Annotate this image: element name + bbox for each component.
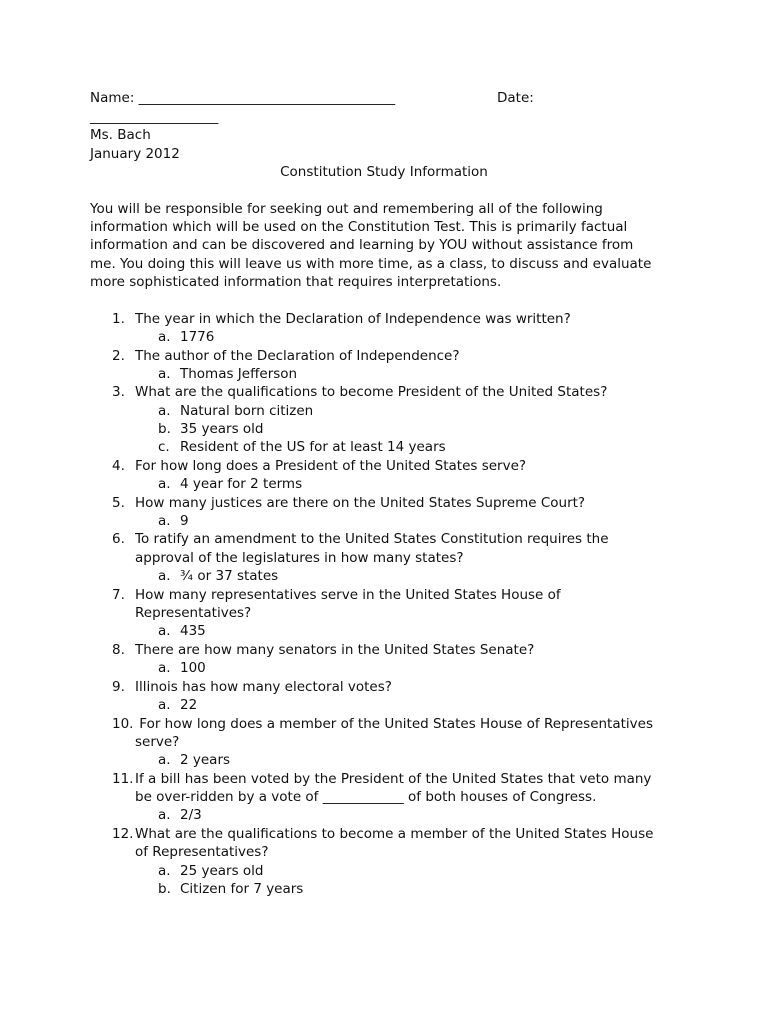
name-field: Name: ______________________________________ [90, 90, 396, 106]
date-field: ___________________ [90, 109, 219, 125]
answer-letter: a. [158, 697, 171, 713]
question-number: 4. [112, 458, 125, 474]
answer-text: 22 [180, 697, 198, 713]
date-label: Date: [497, 90, 534, 106]
question-text: Representatives? [135, 605, 252, 621]
answer-text: 2/3 [180, 807, 202, 823]
answer-letter: a. [158, 366, 171, 382]
answer-letter: a. [158, 863, 171, 879]
answer-letter: c. [158, 439, 170, 455]
intro-line: You will be responsible for seeking out and remembering all of the following [90, 201, 603, 217]
answer-text: 9 [180, 513, 189, 529]
answer-letter: a. [158, 513, 171, 529]
intro-line: information which will be used on the Constitution Test. This is primarily factual [90, 219, 628, 235]
answer-text: Resident of the US for at least 14 years [180, 439, 446, 455]
question-text: The author of the Declaration of Independence? [135, 348, 460, 364]
question-text: What are the qualifications to become a member of the United States House [135, 826, 654, 842]
answer-letter: a. [158, 403, 171, 419]
answer-letter: a. [158, 752, 171, 768]
question-text: Illinois has how many electoral votes? [135, 679, 392, 695]
question-number: 9. [112, 679, 125, 695]
answer-text: Natural born citizen [180, 403, 314, 419]
answer-text: 4 year for 2 terms [180, 476, 303, 492]
question-text: To ratify an amendment to the United States Constitution requires the [135, 531, 609, 547]
intro-line: me. You doing this will leave us with more time, as a class, to discuss and evaluate [90, 256, 652, 272]
question-text: If a bill has been voted by the President of the United States that veto many [135, 771, 652, 787]
intro-line: more sophisticated information that requires interpretations. [90, 274, 502, 290]
question-number: 10. [112, 716, 134, 732]
question-number: 7. [112, 587, 125, 603]
question-text: serve? [135, 734, 180, 750]
question-text: There are how many senators in the United States Senate? [135, 642, 535, 658]
answer-text: Citizen for 7 years [180, 881, 304, 897]
answer-text: ¾ or 37 states [180, 568, 279, 584]
document-date: January 2012 [90, 146, 180, 162]
question-text: What are the qualifications to become President of the United States? [135, 384, 608, 400]
answer-text: Thomas Jefferson [180, 366, 298, 382]
answer-text: 100 [180, 660, 206, 676]
answer-text: 2 years [180, 752, 231, 768]
question-text: For how long does a member of the United States House of Representatives [135, 716, 653, 732]
question-number: 8. [112, 642, 125, 658]
answer-letter: a. [158, 329, 171, 345]
question-text: approval of the legislatures in how many states? [135, 550, 464, 566]
answer-text: 435 [180, 623, 206, 639]
question-text: The year in which the Declaration of Independence was written? [135, 311, 571, 327]
question-number: 2. [112, 348, 125, 364]
question-text: For how long does a President of the United States serve? [135, 458, 527, 474]
question-number: 12. [112, 826, 134, 842]
question-number: 1. [112, 311, 125, 327]
answer-letter: b. [158, 881, 171, 897]
question-text: How many justices are there on the United States Supreme Court? [135, 495, 586, 511]
teacher-name: Ms. Bach [90, 127, 151, 143]
question-number: 3. [112, 384, 125, 400]
answer-text: 25 years old [180, 863, 264, 879]
question-number: 5. [112, 495, 125, 511]
answer-letter: a. [158, 623, 171, 639]
answer-text: 35 years old [180, 421, 264, 437]
answer-letter: a. [158, 660, 171, 676]
answer-letter: a. [158, 476, 171, 492]
answer-letter: a. [158, 568, 171, 584]
question-text: of Representatives? [135, 844, 269, 860]
answer-text: 1776 [180, 329, 215, 345]
answer-letter: a. [158, 807, 171, 823]
question-text: be over-ridden by a vote of ____________ of both houses of Congress. [135, 789, 597, 805]
intro-line: information and can be discovered and learning by YOU without assistance from [90, 237, 634, 253]
question-number: 6. [112, 531, 125, 547]
answer-letter: b. [158, 421, 171, 437]
document-title: Constitution Study Information [280, 164, 488, 180]
question-number: 11. [112, 771, 134, 787]
question-text: How many representatives serve in the United States House of [135, 587, 561, 603]
